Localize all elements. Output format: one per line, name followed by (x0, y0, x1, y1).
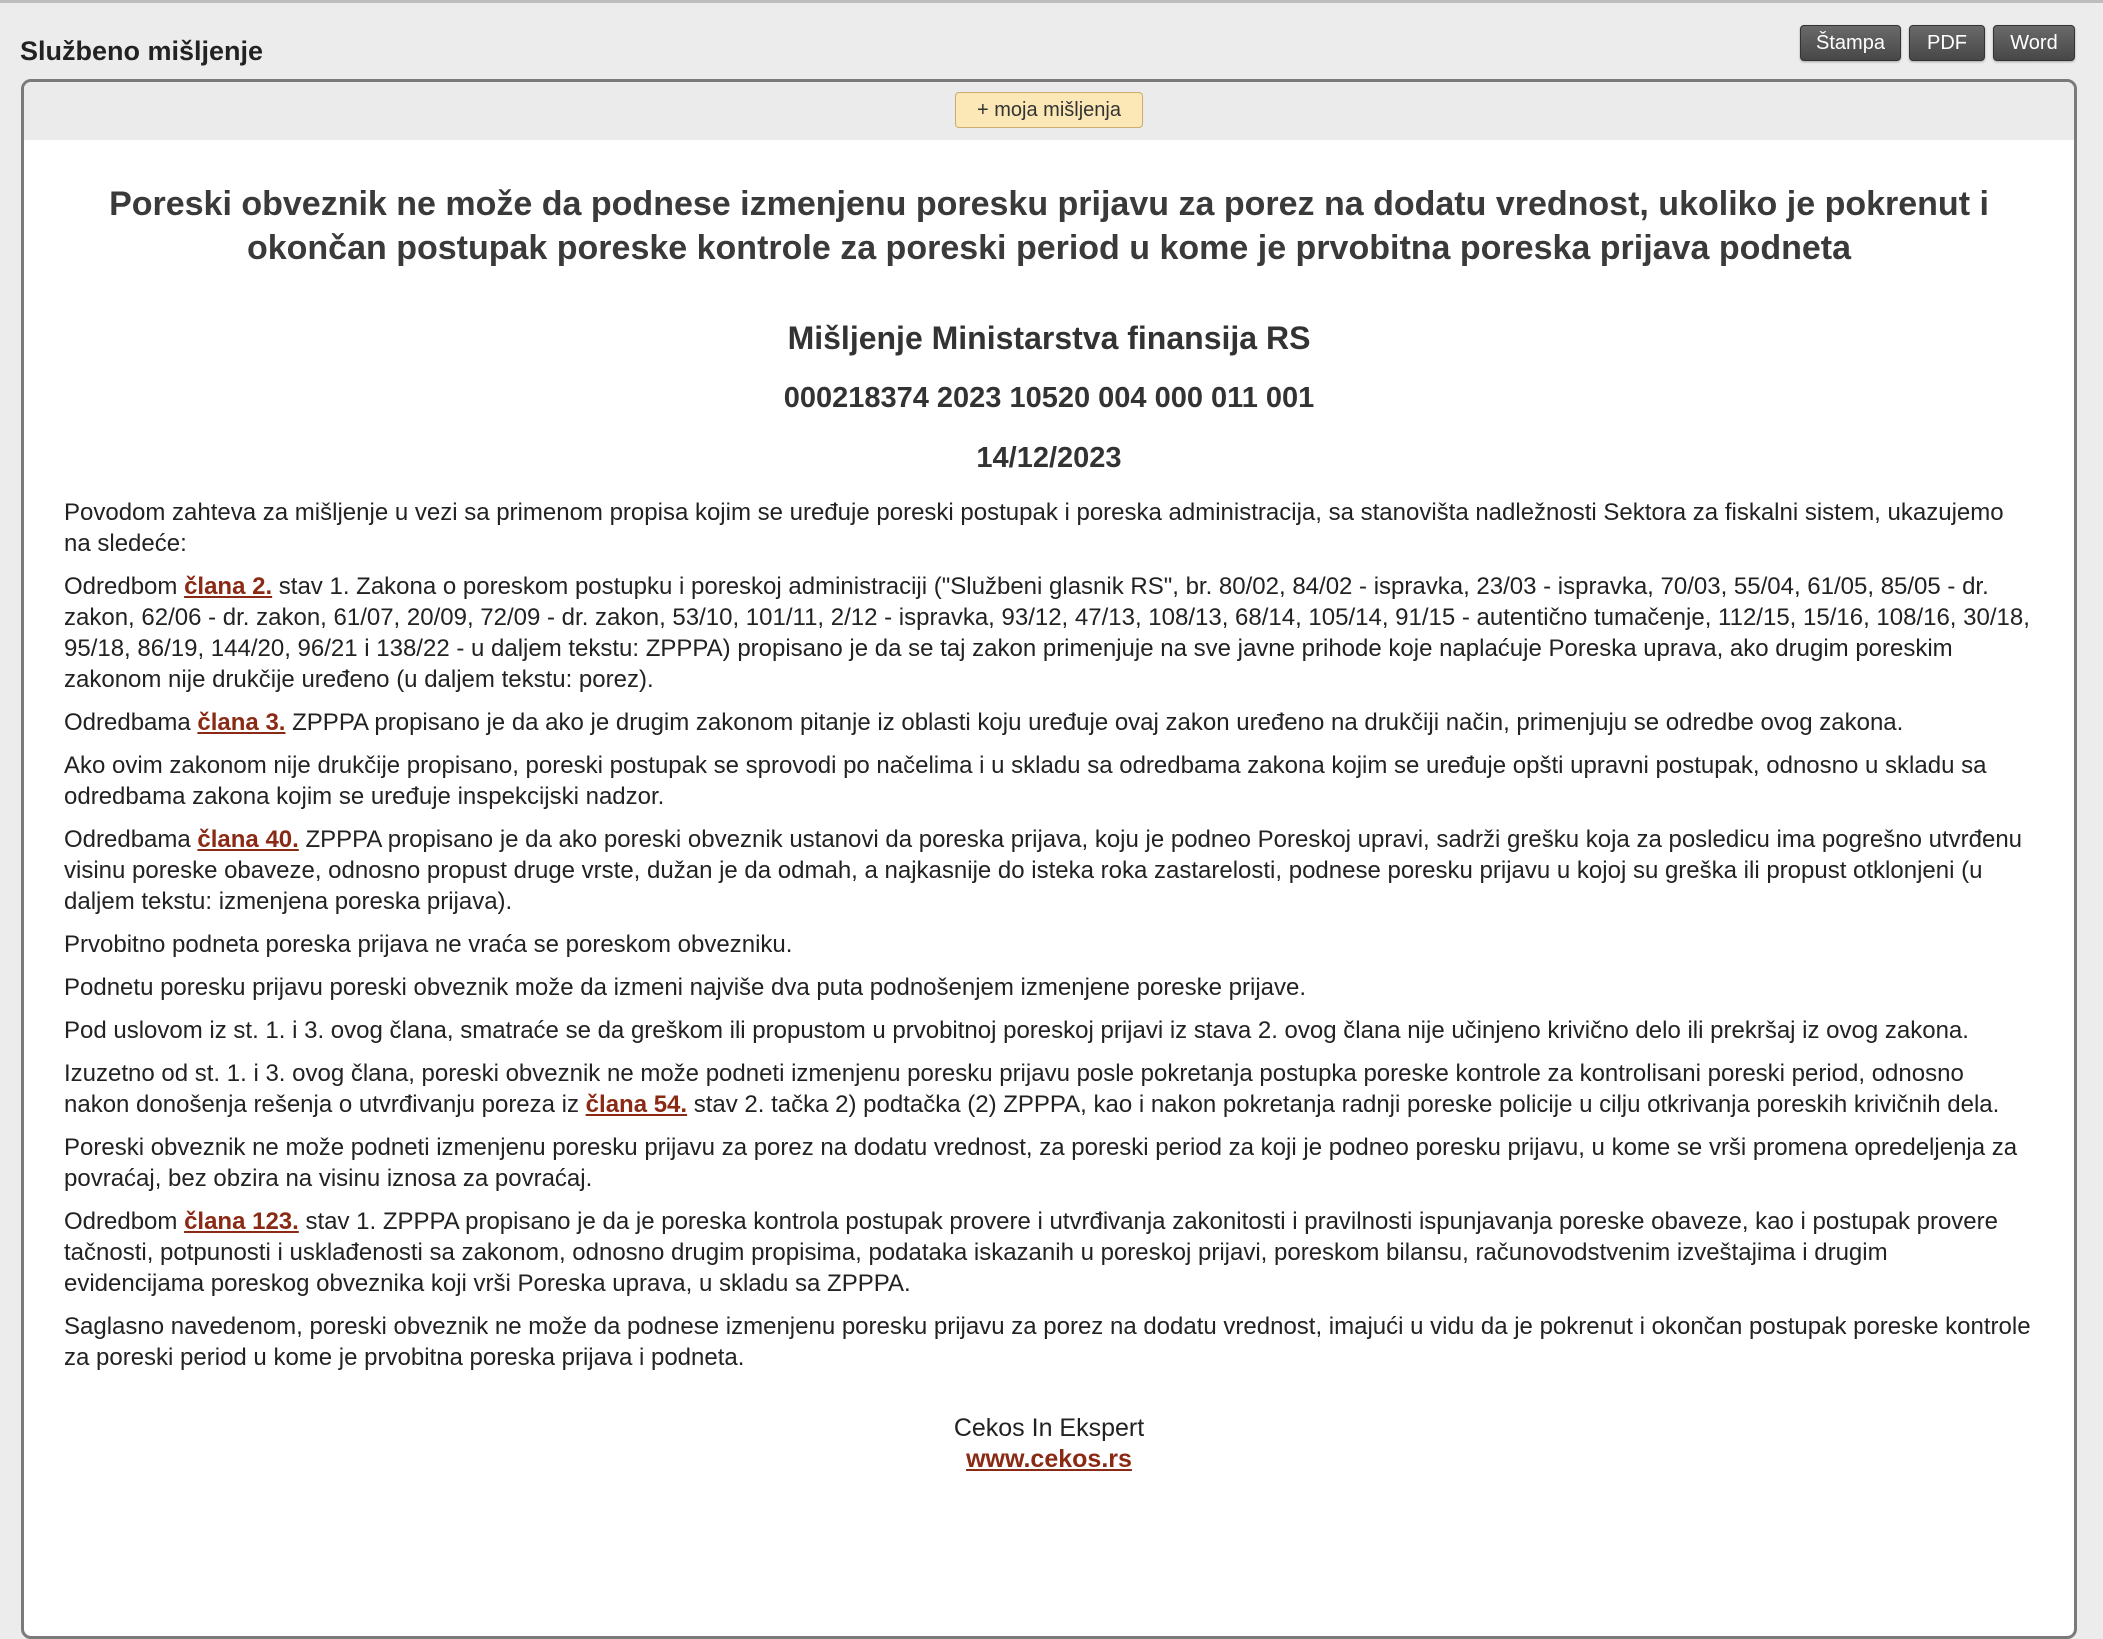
body-paragraph: Podnetu poresku prijavu poreski obveznik može da izmeni najviše dva puta podnošenjem izmenjene poreske prijave. (64, 974, 1307, 1001)
body-paragraph: Saglasno navedenom, poreski obveznik ne može da podnese izmenjenu poresku prijavu za porez na dodatu vrednost, imajući u vidu da je pokrenut i okončan postupak poreske kontrole za poreski period u kome je prvobitna poreska prijava i podneta. (64, 1313, 2031, 1371)
paragraph-text: stav 1. ZPPPA propisano je da je poreska kontrola postupak provere i utvrđivanja zakonitosti i pravilnosti ispunjavanja poreske obaveze, kao i postupak provere tačnosti, potpunosti i usklađenosti sa zakonom, odnosno drugim propisima, podataka iskazanih u poreskoj prijavi, poreskom bilansu, računovodstvenim izveštajima i drugim evidencijama poreskog obveznika koji vrši Poreska uprava, u skladu sa ZPPPA. (64, 1208, 1998, 1297)
paragraph-text: stav 1. Zakona o poreskom postupku i poreskoj administraciji ("Službeni glasnik RS", br. 80/02, 84/02 - ispravka, 23/03 - ispravka, 70/03, 55/04, 61/05, 85/05 - dr. zakon, 62/06 - dr. zakon, 61/07, 20/09, 72/09 - dr. zakon, 53/10, 101/11, 2/12 - ispravka, 93/12, 47/13, 108/13, 68/14, 105/14, 91/15 - autentično tumačenje, 112/15, 15/16, 108/16, 30/18, 95/18, 86/19, 144/20, 96/21 i 138/22 - u daljem tekstu: ZPPPA) propisano je da se taj zakon primenjuje na sve javne prihode koje naplaćuje Poreska uprava, ako drugim poreskim zakonom nije drukčije uređeno (u daljem tekstu: porez). (64, 573, 2030, 693)
document-number: 000218374 2023 10520 004 000 011 001 (783, 382, 1315, 414)
panel-header (24, 82, 2074, 140)
export-toolbar (1800, 25, 2075, 61)
paragraph-text: Odredbom (64, 573, 185, 600)
article-link[interactable]: člana 2. (184, 573, 273, 600)
top-border (0, 0, 2103, 3)
document-footer (64, 1413, 2034, 1475)
document-date: 14/12/2023 (976, 442, 1122, 474)
opinion-panel (21, 79, 2077, 1639)
paragraph-text: stav 2. tačka 2) podtačka (2) ZPPPA, kao i nakon pokretanja radnji poreske policije u cilju otkrivanja poreskih krivičnih dela. (687, 1091, 2000, 1118)
article-link[interactable]: člana 54. (585, 1091, 688, 1118)
paragraph-text: Odredbom (64, 1208, 185, 1235)
paragraph-text: Odredbama (64, 826, 198, 853)
body-paragraph (64, 707, 2034, 738)
body-paragraph: Pod uslovom iz st. 1. i 3. ovog člana, smatraće se da greškom ili propustom u prvobitnoj poreskoj prijavi iz stava 2. ovog člana nije učinjeno krivično delo ili prekršaj iz ovog zakona. (64, 1017, 1969, 1044)
paragraph-text: ZPPPA propisano je da ako je drugim zakonom pitanje iz oblasti koju uređuje ovaj zakon uređeno na drukčiji način, primenjuju se odredbe ovog zakona. (285, 709, 1904, 736)
print-button[interactable]: Štampa (1800, 25, 1901, 61)
body-paragraph: Poreski obveznik ne može podneti izmenjenu poresku prijavu za porez na dodatu vrednost, za poreski period za koji je podneo poresku prijavu, u kome se vrši promena opredeljenja za povraćaj, bez obzira na visinu iznosa za povraćaj. (64, 1134, 2018, 1192)
body-paragraph (64, 571, 2034, 695)
body-paragraph: Povodom zahteva za mišljenje u vezi sa primenom propisa kojim se uređuje poreski postupak i poreska administracija, sa stanovišta nadležnosti Sektora za fiskalni sistem, ukazujemo na sledeće: (64, 499, 2004, 557)
pdf-button[interactable]: PDF (1909, 25, 1985, 61)
word-button[interactable]: Word (1993, 25, 2075, 61)
paragraph-text: Izuzetno od st. 1. i 3. ovog člana, poreski obveznik ne može podneti izmenjenu poresku prijavu posle pokretanja postupka poreske kontrole za kontrolisani poreski period, odnosno nakon donošenja rešenja o utvrđivanju poreza iz (64, 1060, 1964, 1118)
ministry-heading: Mišljenje Ministarstva finansija RS (787, 320, 1311, 356)
document-body (64, 497, 2034, 1373)
body-paragraph: Ako ovim zakonom nije drukčije propisano, poreski postupak se sprovodi po načelima i u skladu sa odredbama zakona kojim se uređuje opšti upravni postupak, odnosno u skladu sa odredbama zakona kojim se uređuje inspekcijski nadzor. (64, 752, 1987, 810)
paragraph-text: ZPPPA propisano je da ako poreski obveznik ustanovi da poreska prijava, koju je podneo Poreskoj upravi, sadrži grešku koja za posledicu ima pogrešno utvrđenu visinu poreske obaveze, odnosno propust druge vrste, dužan je da odmah, a najkasnije do isteka roka zastarelosti, podnese poresku prijavu u kojoj su greška ili propust otklonjeni (u daljem tekstu: izmenjena poreska prijava). (64, 826, 2023, 915)
article-link[interactable]: člana 123. (184, 1208, 299, 1235)
paragraph-text: Odredbama (64, 709, 198, 736)
body-paragraph: Prvobitno podneta poreska prijava ne vraća se poreskom obvezniku. (64, 931, 793, 958)
page-title: Službeno mišljenje (20, 36, 264, 66)
document-headline: Poreski obveznik ne može da podnese izmenjenu poresku prijavu za porez na dodatu vrednost, ukoliko je pokrenut i okončan postupak poreske kontrole za poreski period u kome je prvobitna poreska prijava podneta (109, 185, 1989, 267)
body-paragraph (64, 1058, 2034, 1120)
footer-website-link[interactable]: www.cekos.rs (966, 1445, 1132, 1473)
body-paragraph (64, 824, 2034, 917)
body-paragraph (64, 1206, 2034, 1299)
document-content (24, 182, 2074, 1475)
article-link[interactable]: člana 40. (197, 826, 299, 853)
add-to-my-opinions-button[interactable]: + moja mišljenja (955, 92, 1143, 128)
footer-author: Cekos In Ekspert (953, 1414, 1145, 1442)
article-link[interactable]: člana 3. (197, 709, 286, 736)
